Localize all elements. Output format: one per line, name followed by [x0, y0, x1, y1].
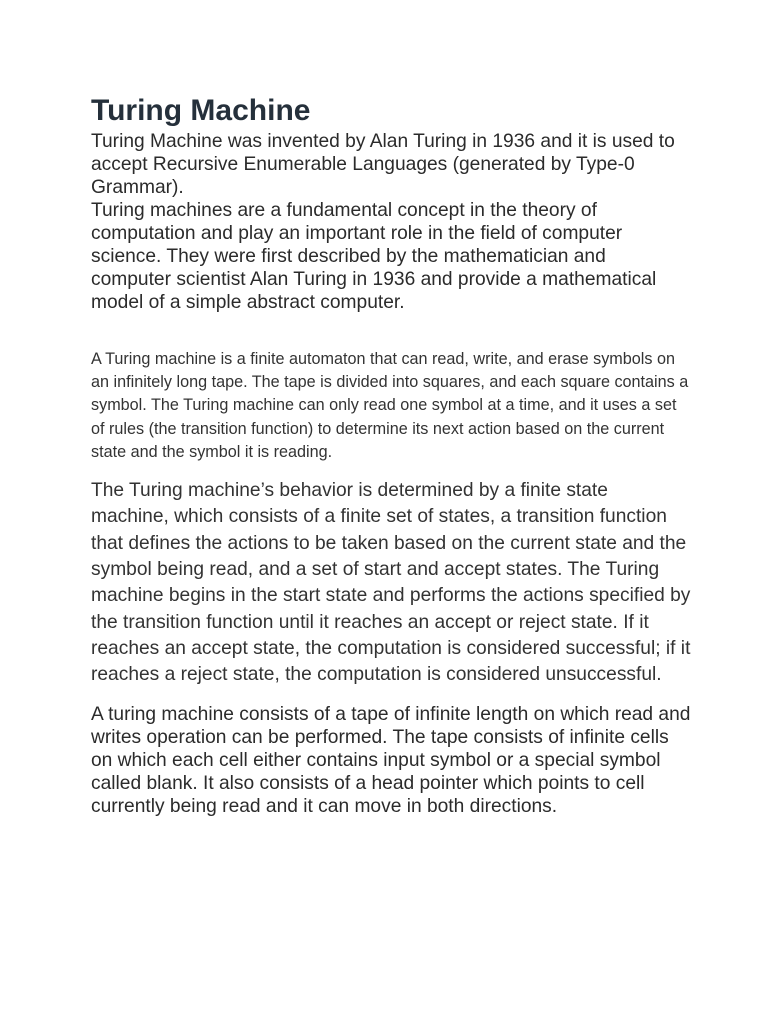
- paragraph-tape-structure: A turing machine consists of a tape of infinite length on which read and writes operation can be performed. The tape consists of infinite cells on which each cell either contains input symbol or a special symbol called blank. It also consists of a head pointer which points to cell currently being read and it can move in both directions.: [91, 704, 691, 818]
- document-page: [91, 92, 691, 818]
- page-title: Turing Machine: [91, 94, 311, 127]
- paragraph-behavior: The Turing machine’s behavior is determined by a finite state machine, which consists of a finite set of states, a transition function that defines the actions to be taken based on the current state and the symbol being read, and a set of start and accept states. The Turing machine begins in the start state and performs the actions specified by the transition function until it reaches an accept or reject state. If it reaches an accept state, the computation is considered successful; if it reaches a reject state, the computation is considered unsuccessful.: [91, 480, 691, 686]
- paragraph-finite-automaton: A Turing machine is a finite automaton that can read, write, and erase symbols on an infinitely long tape. The tape is divided into squares, and each square contains a symbol. The Turing machine can only read one symbol at a time, and it uses a set of rules (the transition function) to determine its next action based on the current state and the symbol it is reading.: [91, 350, 689, 461]
- paragraph-invention: Turing Machine was invented by Alan Turing in 1936 and it is used to accept Recursive Enumerable Languages (generated by Type-0 Grammar).: [91, 131, 675, 198]
- paragraph-fundamental-concept: Turing machines are a fundamental concept in the theory of computation and play an important role in the field of computer science. They were first described by the mathematician and computer scientist Alan Turing in 1936 and provide a mathematical model of a simple abstract computer.: [91, 200, 657, 313]
